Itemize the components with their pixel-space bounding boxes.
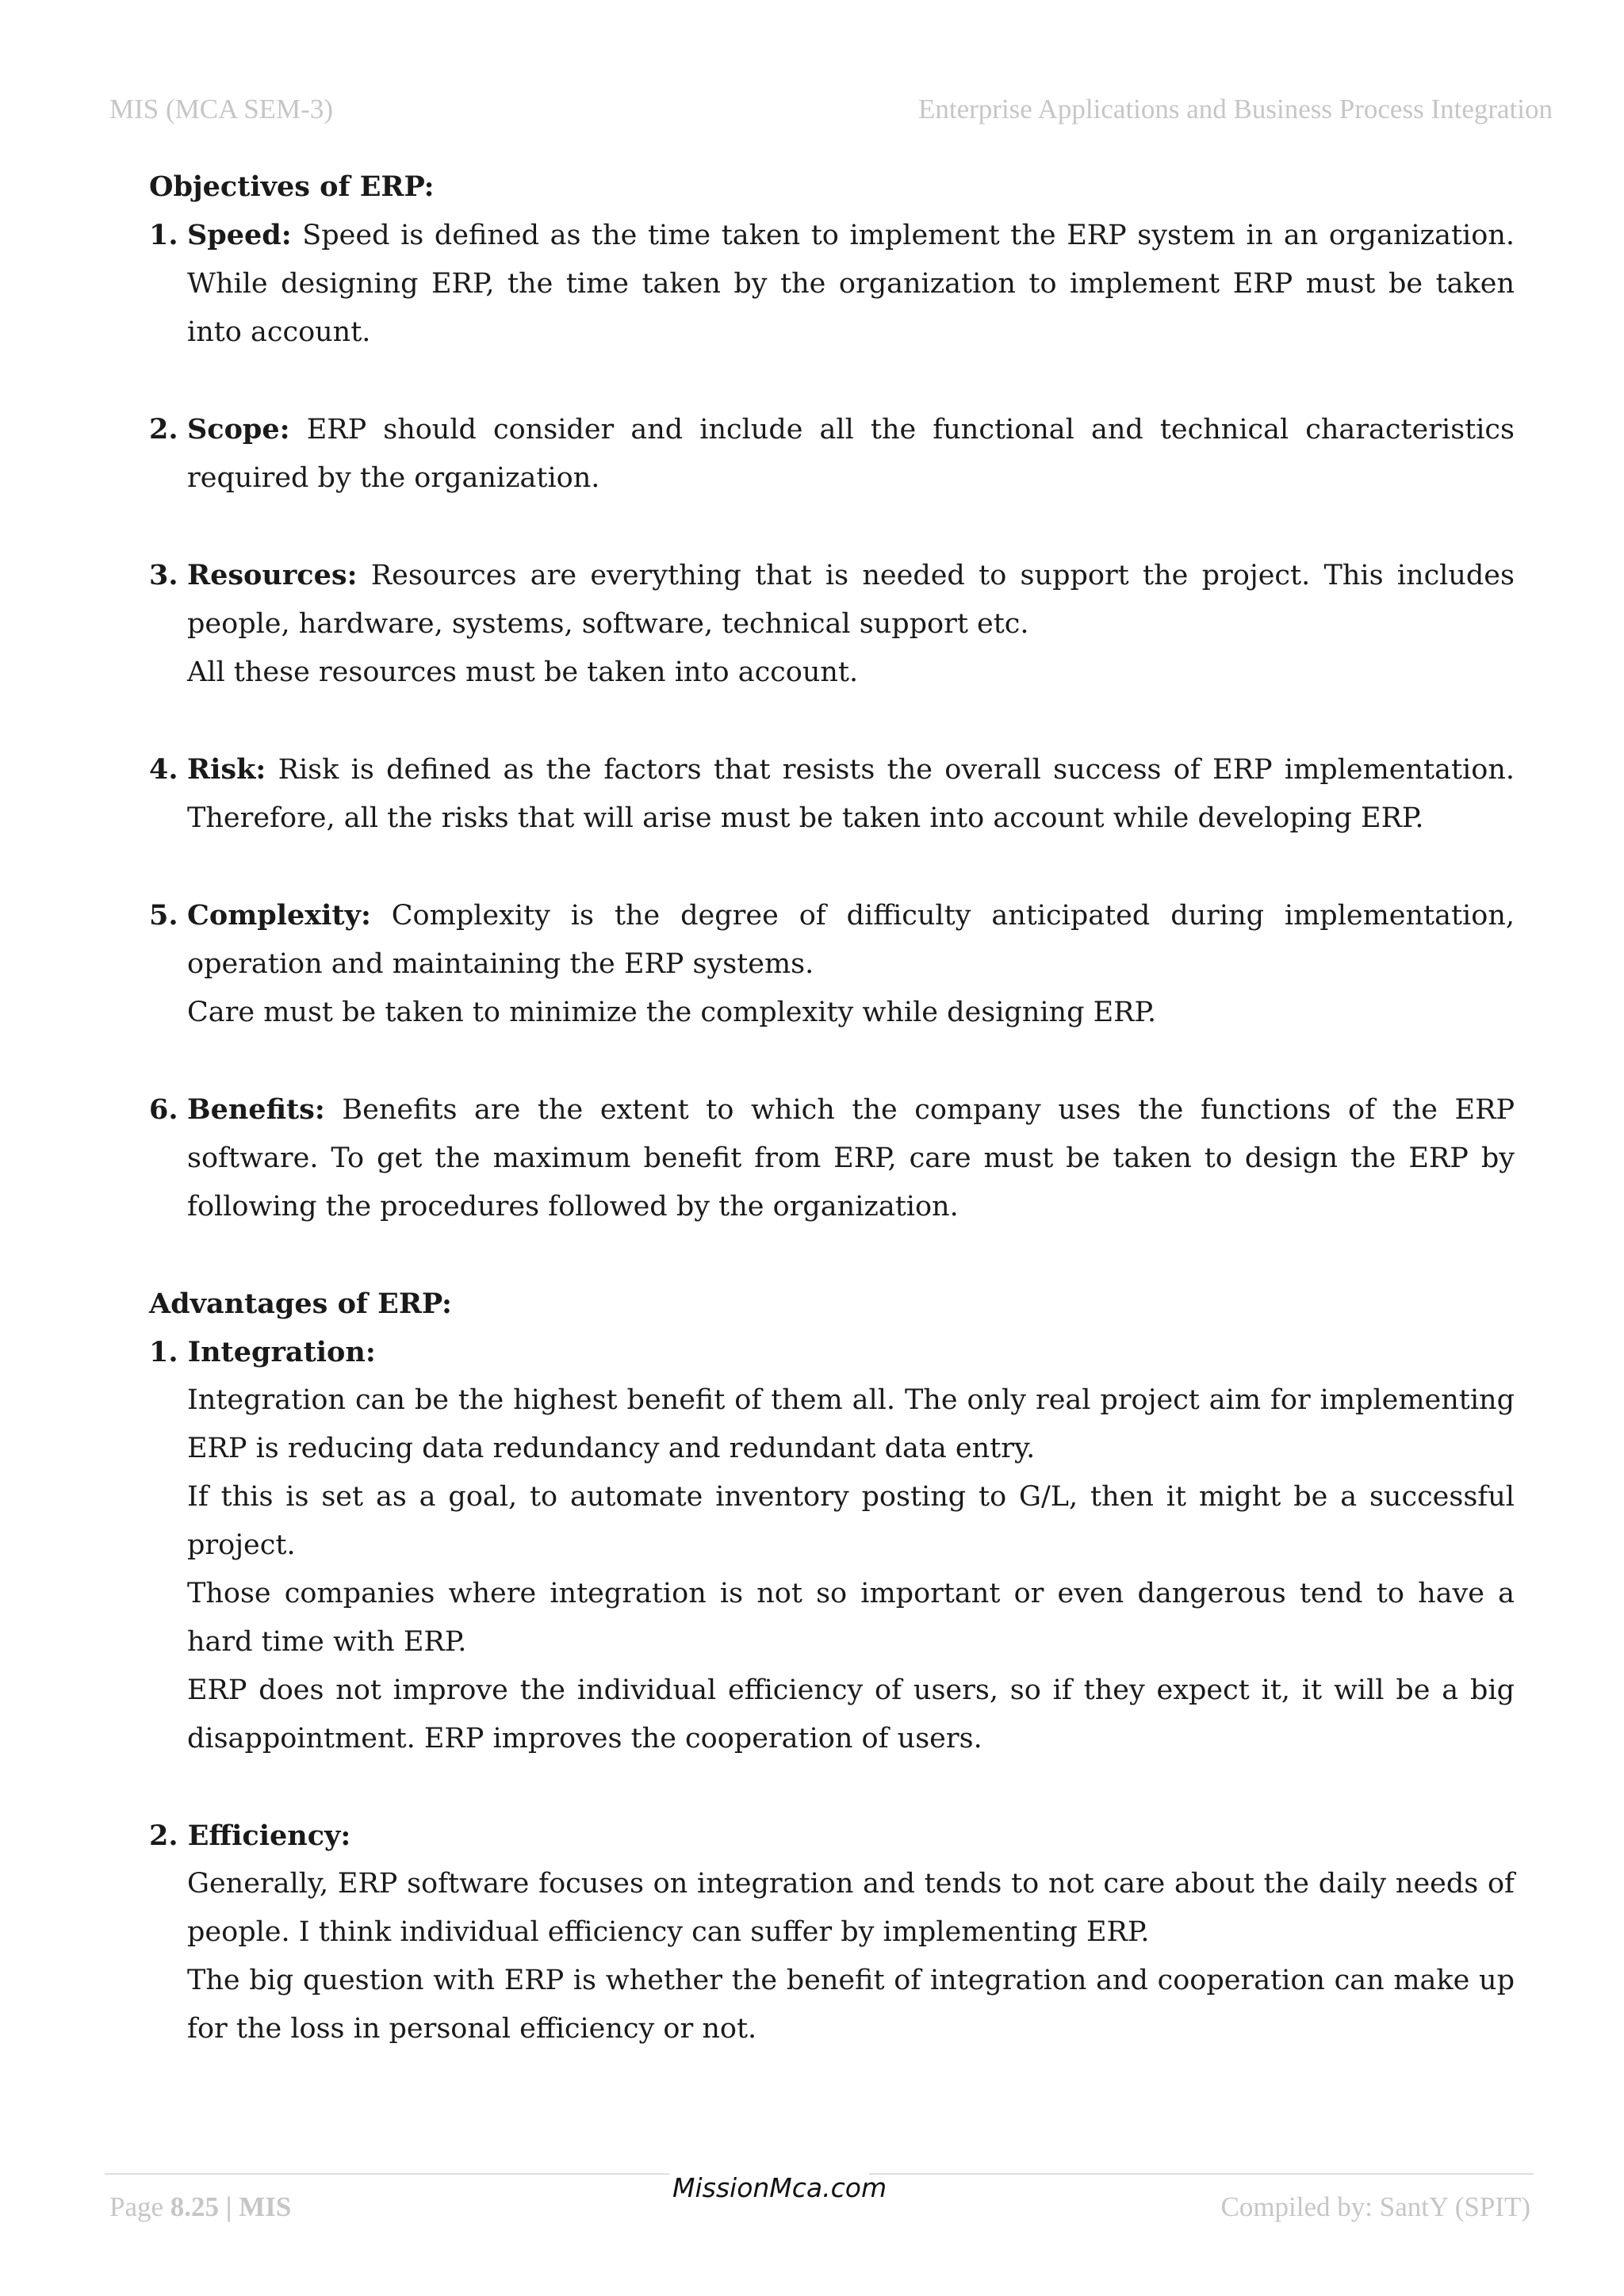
objectives-heading: Objectives of ERP: [149, 170, 435, 203]
objective-term: Scope: [187, 413, 290, 446]
objective-number: 3. [149, 559, 178, 591]
advantage-title: 1. Integration: [149, 1336, 376, 1368]
objective-item [149, 1085, 1515, 1231]
advantage-text: If this is set as a goal, to automate inventory posting to G/L, then it might be a successful project. [187, 1481, 1515, 1561]
advantages-heading: Advantages of ERP: [149, 1288, 452, 1320]
objective-item [149, 745, 1515, 843]
objective-text: Complexity is the degree of difficulty anticipated during implementation, operation and maintaining the ERP systems. [187, 900, 1515, 980]
footer-page-info [109, 2191, 291, 2223]
objective-item [149, 211, 1515, 357]
advantage-text: Generally, ERP software focuses on integration and tends to not care about the daily needs of people. I think individual efficiency can suffer by implementing ERP. [187, 1868, 1515, 1948]
advantage-text: ERP does not improve the individual efficiency of users, so if they expect it, it will be a big disappointment. ERP improves the cooperation of users. [187, 1674, 1515, 1755]
objective-text: Risk is defined as the factors that resists the overall success of ERP implementation. Therefore, all the risks that will arise must be taken into account while developing ERP. [187, 754, 1515, 834]
objective-item [149, 405, 1515, 503]
objective-text: Speed is defined as the time taken to implement the ERP system in an organization. While designing ERP, the time taken by the organization to implement ERP must be taken into account. [187, 220, 1515, 348]
header-chapter: Enterprise Applications and Business Process Integration [918, 94, 1553, 124]
footer-divider [869, 2173, 1534, 2175]
advantage-text: Integration can be the highest benefit of them all. The only real project aim for implementing ERP is reducing data redundancy and redundant data entry. [187, 1384, 1515, 1464]
footer-page-suffix: | MIS [225, 2191, 292, 2222]
page-header [109, 94, 1553, 133]
footer-logo: MissionMca.com [672, 2172, 887, 2203]
footer-compiled-by: Compiled by: SantY (SPIT) [1220, 2191, 1530, 2222]
advantage-title: 2. Efficiency: [149, 1820, 351, 1852]
footer-divider [105, 2173, 669, 2175]
footer-page-number: 8.25 [170, 2191, 220, 2222]
objective-term: Resources: [187, 559, 358, 591]
advantage-text: Those companies where integration is not so important or even dangerous tend to have a hard time with ERP. [187, 1578, 1515, 1658]
objective-number: 5. [149, 899, 178, 932]
objective-item [149, 891, 1515, 1037]
objective-item [149, 551, 1515, 697]
page-content [149, 163, 1515, 2053]
objective-number: 1. [149, 219, 178, 251]
objective-text: Resources are everything that is needed to support the project. This includes people, hardware, systems, software, technical support etc. [187, 560, 1515, 640]
objective-text: All these resources must be taken into account. [187, 656, 859, 688]
objective-text: Care must be taken to minimize the complexity while designing ERP. [187, 997, 1157, 1028]
objective-term: Risk: [187, 753, 266, 786]
objective-term: Benefits: [187, 1093, 325, 1126]
footer-page-prefix: Page [109, 2191, 164, 2222]
header-course: MIS (MCA SEM-3) [109, 94, 333, 124]
objective-number: 6. [149, 1093, 178, 1126]
advantage-text: The big question with ERP is whether the benefit of integration and cooperation can make up for the loss in personal efficiency or not. [187, 1965, 1515, 2045]
objective-number: 4. [149, 753, 178, 786]
objective-term: Speed: [187, 219, 292, 251]
objective-number: 2. [149, 413, 178, 446]
objective-text: ERP should consider and include all the functional and technical characteristics required by the organization. [187, 414, 1515, 494]
objective-term: Complexity: [187, 899, 371, 932]
objective-text: Benefits are the extent to which the company uses the functions of the ERP software. To get the maximum benefit from ERP, care must be taken to design the ERP by following the procedures followed by the organization. [187, 1094, 1515, 1223]
